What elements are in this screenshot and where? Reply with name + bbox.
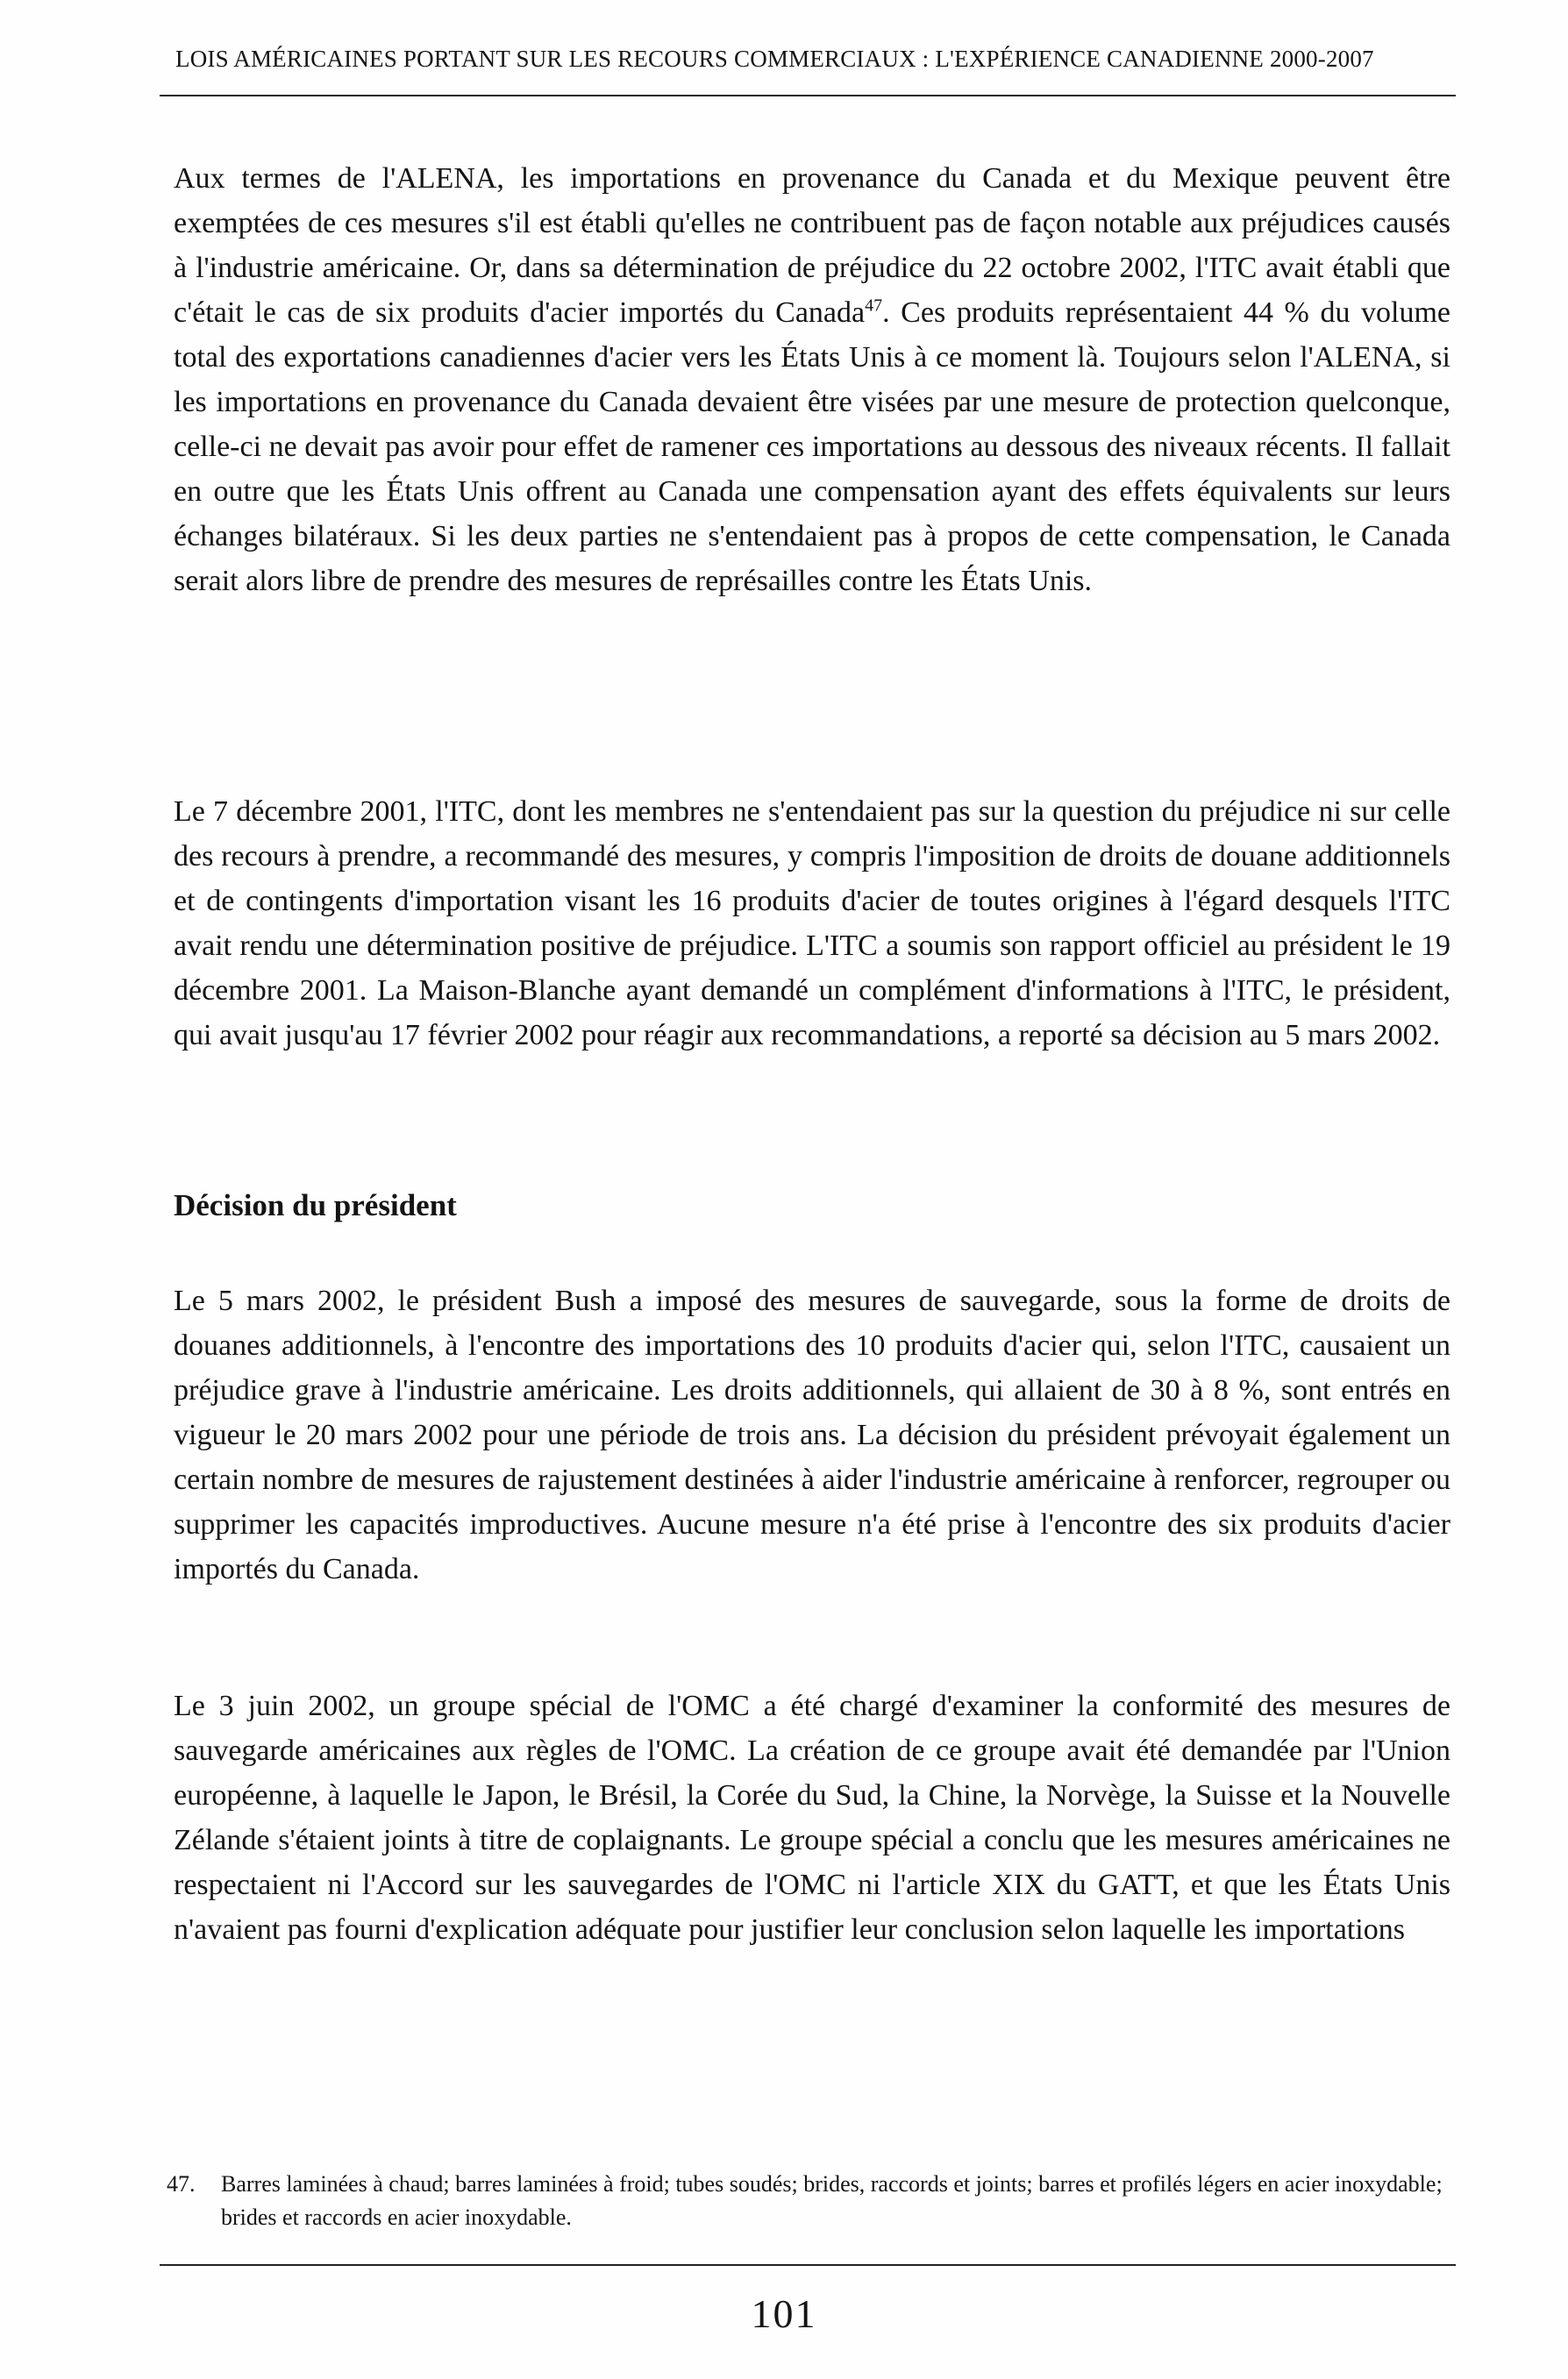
footnote <box>167 2168 1456 2234</box>
paragraph-wto-panel: Le 3 juin 2002, un groupe spécial de l'OMC a été chargé d'examiner la conformité des mesures de sauvegarde américaines aux règles de l'OMC. La création de ce groupe avait été demandée par l'Union européenne, à laquelle le Japon, le Brésil, la Corée du Sud, la Chine, la Norvège, la Suisse et la Nouvelle Zélande s'étaient joints à titre de coplaignants. Le groupe spécial a conclu que les mesures américaines ne respectaient ni l'Accord sur les sauvegardes de l'OMC ni l'article XIX du GATT, et que les États Unis n'avaient pas fourni d'explication adéquate pour justifier leur conclusion selon laquelle les importations <box>174 1690 1450 1946</box>
paragraph-text: Aux termes de l'ALENA, les importations en provenance du Canada et du Mexique peuvent être exemptées de ces mesures s'il est établi qu'elles ne contribuent pas de façon notable aux préjudices causés à l'industrie américaine. Or, dans sa détermination de préjudice du 22 octobre 2002, l'ITC avait établi que c'était le cas de six produits d'acier importés du Canada <box>174 162 1450 329</box>
running-header: LOIS AMÉRICAINES PORTANT SUR LES RECOURS COMMERCIAUX : L'EXPÉRIENCE CANADIENNE 2000-2007 <box>175 46 1374 72</box>
header-rule <box>160 95 1456 96</box>
footer-rule <box>160 2264 1456 2266</box>
section-heading: Décision du président <box>174 1188 457 1222</box>
paragraph-alena-exemption <box>174 156 1450 603</box>
paragraph-itc-recommendation: Le 7 décembre 2001, l'ITC, dont les membres ne s'entendaient pas sur la question du préjudice ni sur celle des recours à prendre, a recommandé des mesures, y compris l'imposition de droits de douane additionnels et de contingents d'importation visant les 16 produits d'acier de toutes origines à l'égard desquels l'ITC avait rendu une détermination positive de préjudice. L'ITC a soumis son rapport officiel au président le 19 décembre 2001. La Maison-Blanche ayant demandé un complément d'informations à l'ITC, le président, qui avait jusqu'au 17 février 2002 pour réagir aux recommandations, a reporté sa décision au 5 mars 2002. <box>174 795 1450 1051</box>
paragraph-text: . Ces produits représentaient 44 % du volume total des exportations canadiennes d'acier vers les États Unis à ce moment là. Toujours selon l'ALENA, si les importations en provenance du Canada devaient être visées par une mesure de protection quelconque, celle-ci ne devait pas avoir pour effet de ramener ces importations au dessous des niveaux récents. Il fallait en outre que les États Unis offrent au Canada une compensation ayant des effets équivalents sur leurs échanges bilatéraux. Si les deux parties ne s'entendaient pas à propos de cette compensation, le Canada serait alors libre de prendre des mesures de représailles contre les États Unis. <box>174 296 1450 597</box>
footnote-number: 47. <box>167 2171 196 2197</box>
footnote-text: Barres laminées à chaud; barres laminées à froid; tubes soudés; brides, raccords et joints; barres et profilés légers en acier inoxydable; brides et raccords en acier inoxydable. <box>221 2171 1443 2230</box>
footnote-reference[interactable]: 47 <box>865 296 883 316</box>
page-number: 101 <box>751 2291 817 2336</box>
paragraph-president-decision: Le 5 mars 2002, le président Bush a imposé des mesures de sauvegarde, sous la forme de droits de douanes additionnels, à l'encontre des importations des 10 produits d'acier qui, selon l'ITC, causaient un préjudice grave à l'industrie américaine. Les droits additionnels, qui allaient de 30 à 8 %, sont entrés en vigueur le 20 mars 2002 pour une période de trois ans. La décision du président prévoyait également un certain nombre de mesures de rajustement destinées à aider l'industrie américaine à renforcer, regrouper ou supprimer les capacités improductives. Aucune mesure n'a été prise à l'encontre des six produits d'acier importés du Canada. <box>174 1285 1450 1585</box>
